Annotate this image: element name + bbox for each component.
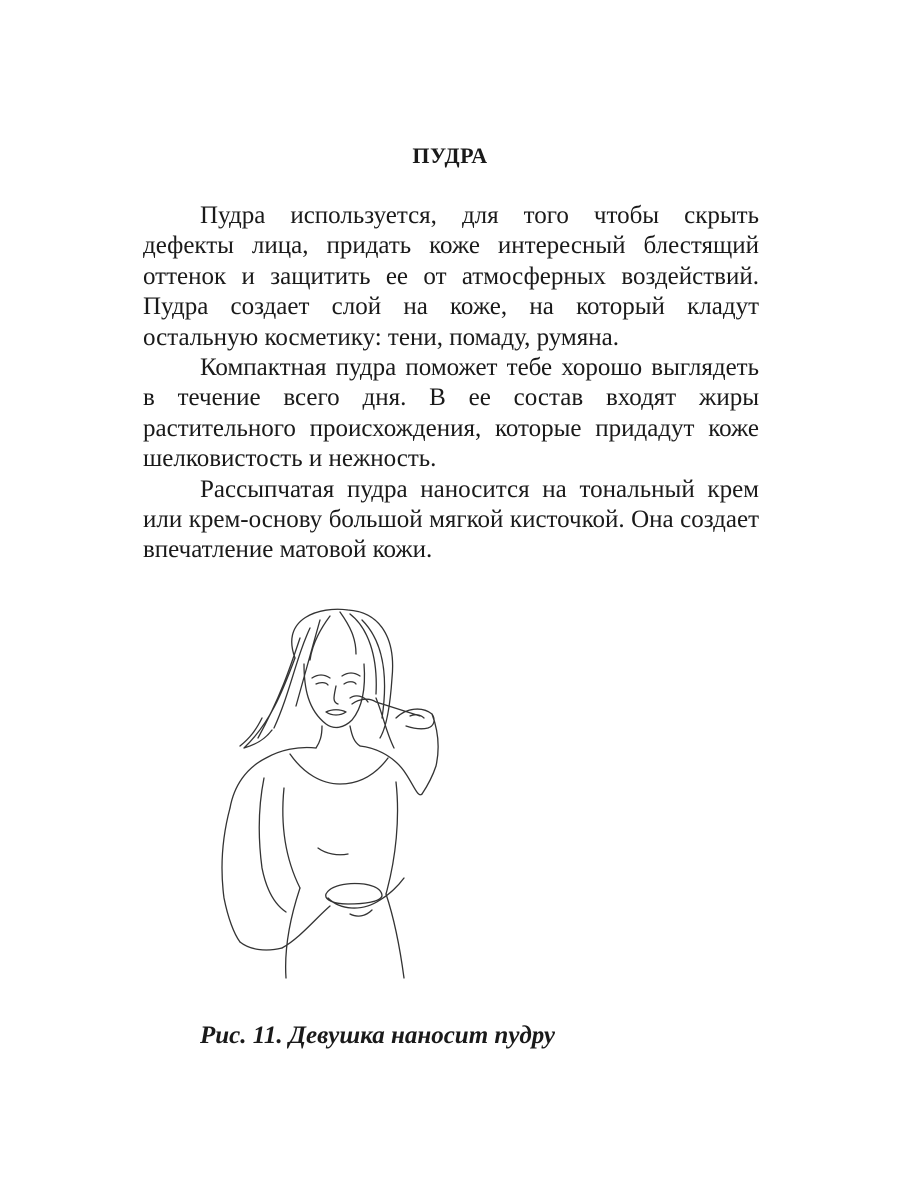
hair bbox=[292, 609, 393, 738]
raised-hand bbox=[396, 709, 434, 729]
paragraph: Компактная пудра поможет тебе хорошо выглядеть в течение всего дня. В ее состав входят жиры растительного происхождения, которые придадут коже шелковистость и нежность. bbox=[143, 354, 759, 473]
compact bbox=[326, 883, 382, 904]
torso bbox=[230, 747, 316, 808]
paragraph: Рассыпчатая пудра наносится на тональный крем или крем-основу большой мягкой кисточкой. Она создает впечатление матовой кожи. bbox=[143, 475, 759, 564]
figure-caption: Рис. 11. Девушка наносит пудру bbox=[200, 1022, 556, 1049]
left-arm bbox=[222, 808, 240, 942]
brush bbox=[352, 699, 420, 716]
page-title: ПУДРА bbox=[412, 143, 488, 168]
paragraph: Пудра используется, для того чтобы скрыть дефекты лица, придать коже интересный блестящий оттенок и защитить ее от атмосферных воздействий. Пудра создает слой на коже, на который кладут остальную косметику: тени, помаду, румяна. bbox=[143, 202, 759, 351]
illustration-girl-applying-powder bbox=[200, 598, 480, 998]
body-text bbox=[143, 201, 759, 566]
